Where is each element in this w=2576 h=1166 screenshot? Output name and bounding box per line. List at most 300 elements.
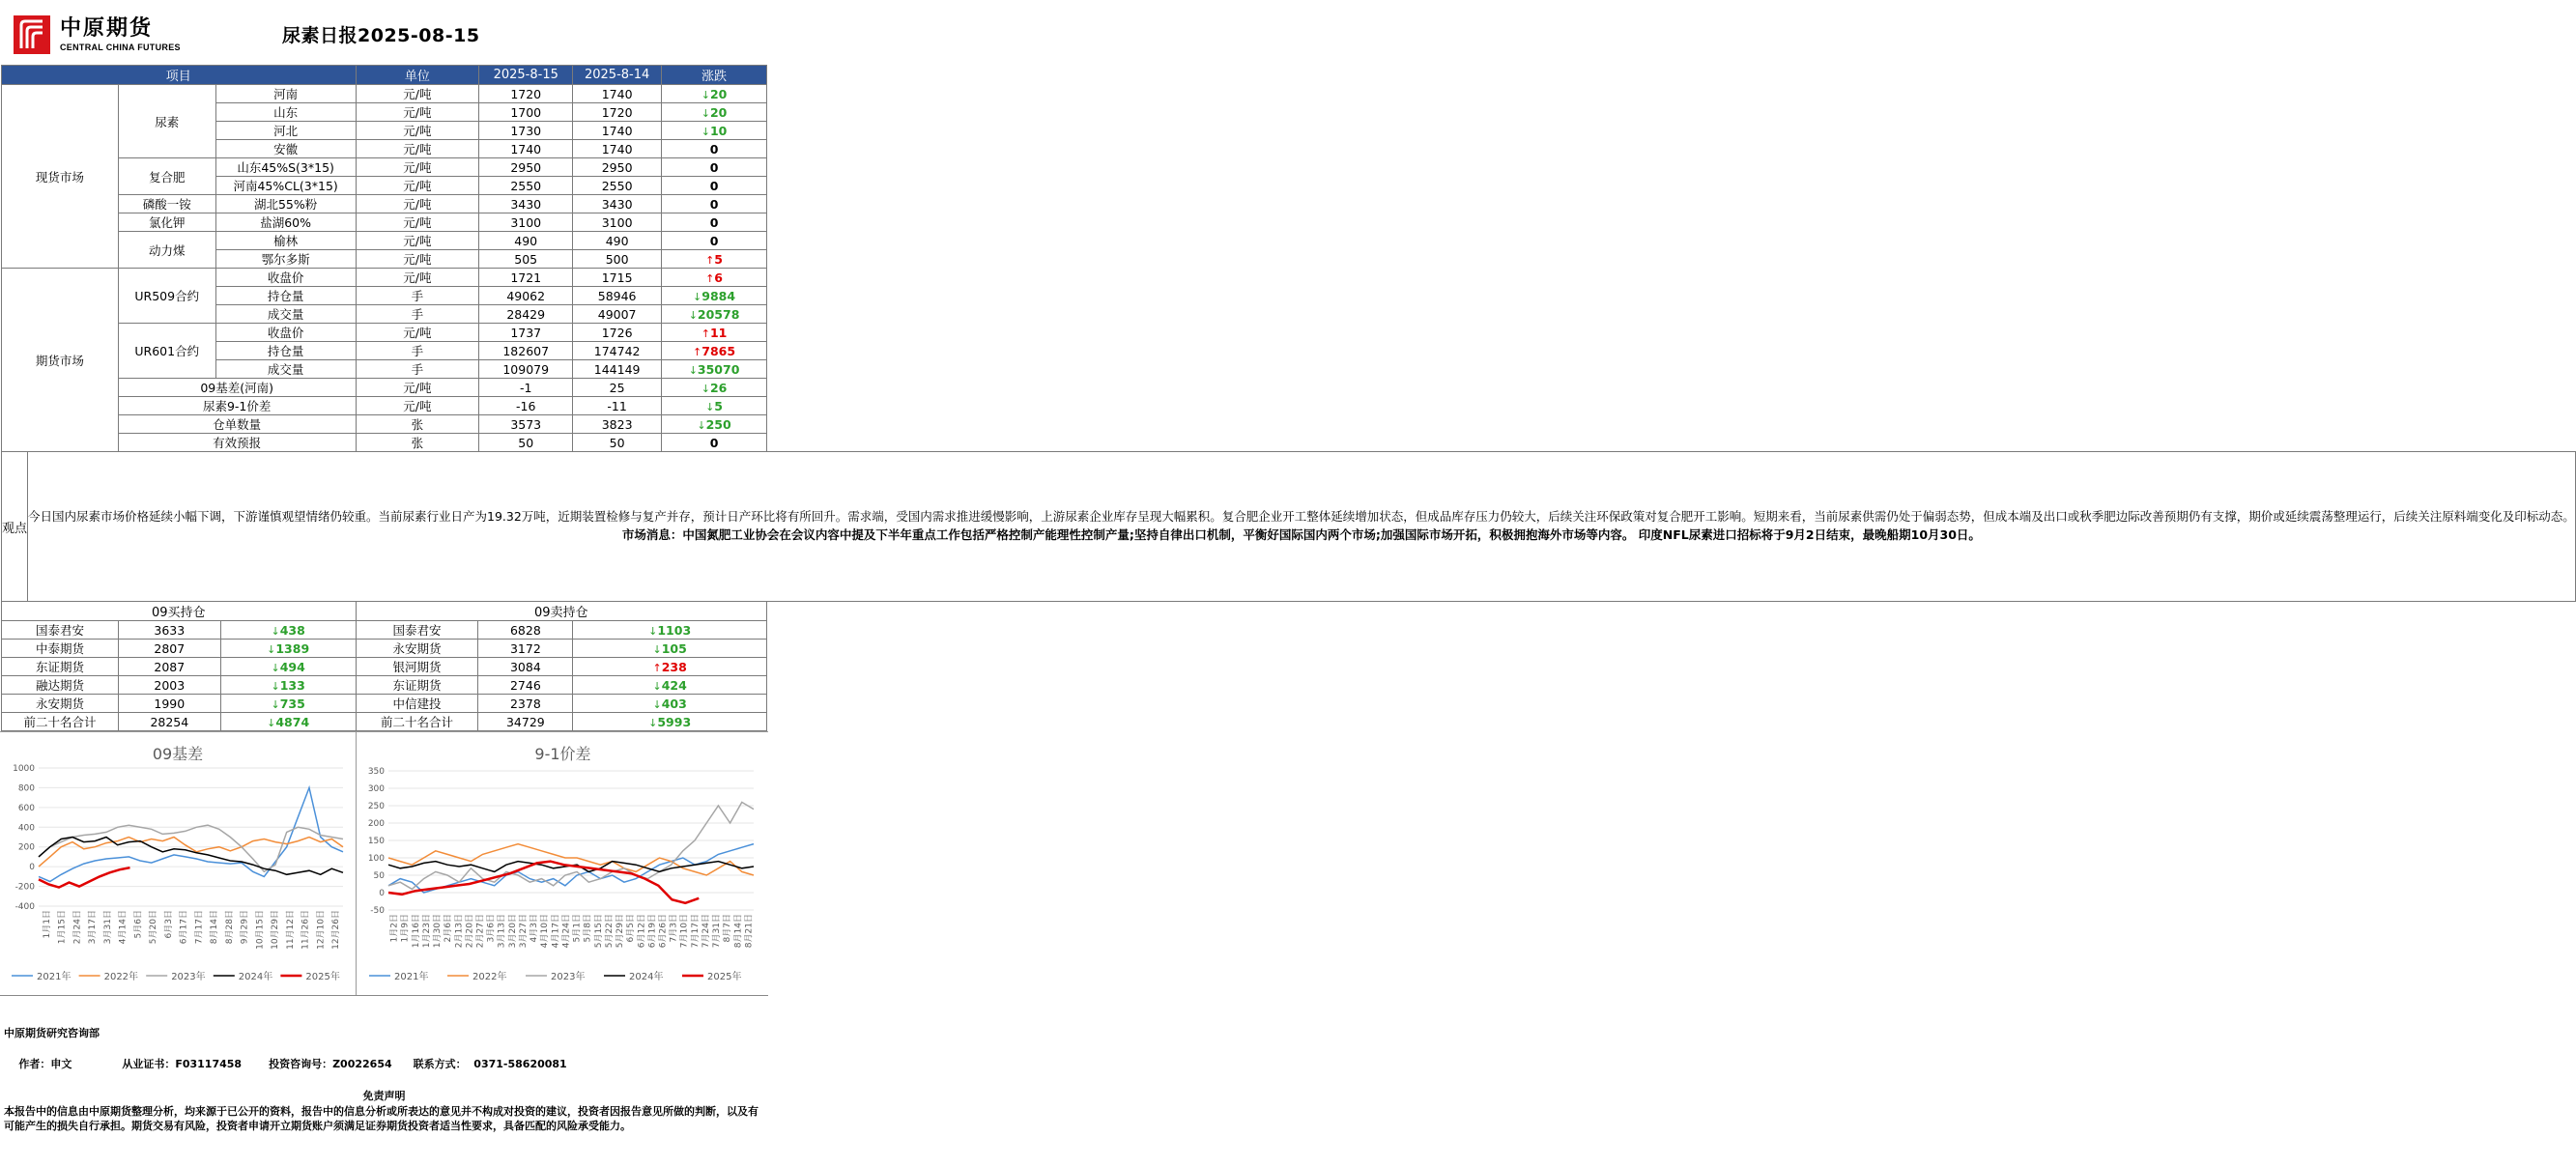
change-cell	[662, 324, 767, 342]
unit-cell: 手	[356, 287, 479, 305]
legend-label: 2022年	[103, 972, 139, 982]
positions-row	[2, 640, 767, 658]
unit-cell: 手	[356, 360, 479, 379]
today-value: 1730	[479, 122, 573, 140]
item-name: 盐湖60%	[215, 213, 356, 232]
buy-value: 28254	[118, 713, 220, 731]
change-value: 6	[714, 270, 723, 285]
legend-label: 2023年	[551, 972, 586, 982]
prev-value: 1726	[573, 324, 662, 342]
arrow-up-icon: ↑	[652, 661, 662, 674]
buy-broker: 国泰君安	[2, 621, 119, 640]
today-value: 50	[479, 434, 573, 452]
header-col: 2025-8-14	[573, 66, 662, 85]
arrow-down-icon: ↓	[648, 624, 658, 638]
prev-value: 490	[573, 232, 662, 250]
legend-label: 2022年	[472, 972, 507, 982]
unit-cell: 元/吨	[356, 250, 479, 269]
unit-cell: 元/吨	[356, 140, 479, 158]
unit-cell: 元/吨	[356, 122, 479, 140]
prev-value: 1715	[573, 269, 662, 287]
unit-cell: 张	[356, 434, 479, 452]
disclaimer	[0, 1089, 768, 1134]
legend-label: 2021年	[37, 972, 72, 982]
change-cell	[662, 140, 767, 158]
x-tick-label: 3月13日	[497, 914, 507, 949]
buy-broker: 东证期货	[2, 658, 119, 676]
item-name: 尿素9-1价差	[118, 397, 356, 415]
arrow-down-icon: ↓	[688, 308, 698, 322]
arrow-down-icon: ↓	[271, 679, 280, 693]
prev-value: 49007	[573, 305, 662, 324]
change-cell	[573, 640, 767, 658]
y-tick-label: -200	[14, 882, 35, 893]
prev-value: 1720	[573, 103, 662, 122]
prev-value: 144149	[573, 360, 662, 379]
unit-cell: 元/吨	[356, 213, 479, 232]
positions-row	[2, 676, 767, 695]
today-value: 1720	[479, 85, 573, 103]
change-cell	[662, 434, 767, 452]
footer-phone: 联系方式： 0371-58620081	[413, 1058, 567, 1070]
arrow-up-icon: ↑	[705, 271, 715, 285]
sell-value: 34729	[478, 713, 573, 731]
change-cell	[220, 676, 356, 695]
y-tick-label: 50	[373, 871, 385, 881]
prev-value: 50	[573, 434, 662, 452]
market-data-table	[1, 65, 767, 452]
change-cell	[662, 342, 767, 360]
arrow-down-icon: ↓	[271, 624, 280, 638]
y-tick-label: 150	[367, 837, 385, 846]
change-value: 20578	[697, 306, 740, 322]
x-tick-label: 3月20日	[507, 914, 518, 949]
prev-value: 3430	[573, 195, 662, 213]
spread-chart	[358, 734, 768, 995]
series-line	[388, 844, 754, 893]
prev-value: 1740	[573, 140, 662, 158]
y-tick-label: -50	[370, 906, 385, 916]
change-cell	[662, 269, 767, 287]
series-line	[388, 844, 754, 875]
x-tick-label: 5月20日	[149, 910, 159, 945]
change-cell	[573, 676, 767, 695]
prev-value: 174742	[573, 342, 662, 360]
contract-label: UR601合约	[118, 324, 215, 379]
x-tick-label: 8月21日	[744, 914, 755, 949]
view-label: 观点	[2, 452, 28, 602]
header-col: 2025-8-15	[479, 66, 573, 85]
y-tick-label: 100	[367, 854, 385, 864]
y-tick-label: 400	[17, 823, 35, 834]
sell-broker: 前二十名合计	[356, 713, 478, 731]
disclaimer-text: 本报告中的信息由中原期货整理分析，均来源于已公开的资料，报告中的信息分析或所表达的意见并不构成对投资的建议，投资者因报告意见所做的判断，以及有可能产生的损失自行承担。期货交易有风险，投资者申请开立期货账户须满足证券期货投资者适当性要求，具备匹配的风险承受能力。	[4, 1104, 758, 1132]
change-value: 5	[714, 251, 723, 267]
x-tick-label: 6月17日	[179, 910, 189, 945]
arrow-down-icon: ↓	[267, 642, 276, 656]
item-name: 榆林	[215, 232, 356, 250]
change-cell	[662, 287, 767, 305]
change-value: 250	[705, 416, 731, 432]
unit-cell: 元/吨	[356, 85, 479, 103]
table-header-row	[2, 66, 767, 85]
change-cell	[573, 695, 767, 713]
change-value: 403	[661, 696, 687, 711]
x-tick-label: 8月28日	[224, 910, 235, 945]
x-tick-label: 11月12日	[285, 910, 296, 950]
unit-cell: 元/吨	[356, 269, 479, 287]
arrow-down-icon: ↓	[648, 716, 658, 729]
arrow-down-icon: ↓	[701, 88, 710, 101]
arrow-down-icon: ↓	[701, 382, 710, 395]
change-cell	[662, 103, 767, 122]
change-cell	[573, 658, 767, 676]
change-value: 5993	[657, 714, 692, 729]
unit-cell: 元/吨	[356, 103, 479, 122]
change-value: 105	[661, 640, 687, 656]
x-tick-label: 7月24日	[701, 914, 711, 949]
x-tick-label: 11月26日	[301, 910, 311, 950]
section-label: 期货市场	[2, 269, 119, 452]
x-tick-label: 4月17日	[551, 914, 561, 949]
group-label: 尿素	[118, 85, 215, 158]
unit-cell: 元/吨	[356, 195, 479, 213]
x-tick-label: 1月9日	[400, 914, 411, 943]
sell-title: 09卖持仓	[356, 602, 766, 621]
positions-header-row	[2, 602, 767, 621]
contract-label: UR509合约	[118, 269, 215, 324]
prev-value: 500	[573, 250, 662, 269]
item-name: 仓单数量	[118, 415, 356, 434]
item-name: 湖北55%粉	[215, 195, 356, 213]
today-value: 2550	[479, 177, 573, 195]
group-label: 复合肥	[118, 158, 215, 195]
company-logo-icon	[14, 15, 50, 54]
change-value: 424	[661, 677, 687, 693]
x-tick-label: 10月15日	[255, 910, 266, 950]
buy-broker: 前二十名合计	[2, 713, 119, 731]
header-item: 项目	[2, 66, 357, 85]
buy-broker: 永安期货	[2, 695, 119, 713]
y-tick-label: 300	[367, 784, 385, 794]
change-value: 11	[709, 325, 728, 340]
item-name: 有效预报	[118, 434, 356, 452]
header-col: 涨跌	[662, 66, 767, 85]
x-tick-label: 6月3日	[163, 910, 174, 939]
change-cell	[662, 158, 767, 177]
series-line	[39, 838, 343, 875]
item-name: 持仓量	[215, 287, 356, 305]
x-tick-label: 2月13日	[454, 914, 465, 949]
table-row	[2, 85, 767, 103]
arrow-down-icon: ↓	[267, 716, 276, 729]
view-text	[28, 452, 2576, 602]
x-tick-label: 9月29日	[240, 910, 250, 945]
today-value: 109079	[479, 360, 573, 379]
item-name: 收盘价	[215, 269, 356, 287]
buy-value: 3633	[118, 621, 220, 640]
footer-cert: 从业证书：F03117458	[122, 1058, 243, 1070]
y-tick-label: 0	[29, 863, 35, 873]
change-cell	[662, 122, 767, 140]
arrow-up-icon: ↑	[693, 345, 702, 358]
section-label: 现货市场	[2, 85, 119, 269]
change-cell	[573, 621, 767, 640]
x-tick-label: 1月15日	[57, 910, 68, 945]
x-tick-label: 6月19日	[647, 914, 658, 949]
change-cell	[220, 713, 356, 731]
legend-label: 2025年	[305, 972, 340, 982]
group-label: 磷酸一铵	[118, 195, 215, 213]
buy-title: 09买持仓	[2, 602, 357, 621]
change-value: 1103	[657, 622, 692, 638]
change-value: 0	[709, 178, 719, 193]
prev-value: 2950	[573, 158, 662, 177]
buy-value: 1990	[118, 695, 220, 713]
prev-value: 1740	[573, 122, 662, 140]
prev-value: 58946	[573, 287, 662, 305]
arrow-down-icon: ↓	[701, 106, 710, 120]
footer-consult: 投资咨询号：Z0022654	[269, 1058, 392, 1070]
x-tick-label: 2月6日	[444, 914, 454, 943]
change-cell	[662, 195, 767, 213]
item-name: 安徽	[215, 140, 356, 158]
today-value: 2950	[479, 158, 573, 177]
x-tick-label: 2月27日	[475, 914, 486, 949]
disclaimer-title: 免责声明	[362, 1090, 406, 1102]
change-value: 4874	[275, 714, 310, 729]
series-line	[388, 802, 754, 889]
legend-label: 2023年	[171, 972, 206, 982]
group-label: 动力煤	[118, 232, 215, 269]
header-col: 单位	[356, 66, 479, 85]
prev-value: 1740	[573, 85, 662, 103]
unit-cell: 元/吨	[356, 158, 479, 177]
change-cell	[662, 379, 767, 397]
x-tick-label: 4月10日	[540, 914, 551, 949]
x-tick-label: 4月3日	[530, 914, 540, 943]
item-name: 河南45%CL(3*15)	[215, 177, 356, 195]
legend-label: 2024年	[238, 972, 273, 982]
x-tick-label: 5月8日	[583, 914, 593, 943]
x-tick-label: 1月23日	[421, 914, 432, 949]
x-tick-label: 8月14日	[733, 914, 744, 949]
change-value: 0	[709, 435, 719, 450]
view-section	[1, 451, 2576, 602]
view-paragraph-analysis: 今日国内尿素市场价格延续小幅下调，下游谨慎观望情绪仍较重。当前尿素行业日产为19.32万吨，近期装置检修与复产并存，预计日产环比将有所回升。需求端，受国内需求推进缓慢影响，上游尿素企业库存呈现大幅累积。复合肥企业开工整体延续增加状态，但成品库存压力仍较大，后续关注环保政策对复合肥开工影响。短期来看，当前尿素供需仍处于偏弱态势，但成本端及出口或秋季肥边际改善预期仍有支撑，期价或延续震荡整理运行，后续关注原料端变化及印标动态。	[28, 509, 2575, 525]
change-value: 9884	[701, 288, 736, 303]
arrow-down-icon: ↓	[652, 642, 662, 656]
today-value: 3100	[479, 213, 573, 232]
sell-value: 2746	[478, 676, 573, 695]
x-tick-label: 7月31日	[712, 914, 723, 949]
change-value: 0	[709, 141, 719, 156]
today-value: 1700	[479, 103, 573, 122]
x-tick-label: 8月14日	[210, 910, 220, 945]
change-cell	[220, 695, 356, 713]
y-tick-label: 0	[379, 889, 385, 898]
x-tick-label: 1月1日	[42, 910, 52, 939]
today-value: 490	[479, 232, 573, 250]
item-name: 09基差(河南)	[118, 379, 356, 397]
group-label: 氯化钾	[118, 213, 215, 232]
sell-value: 6828	[478, 621, 573, 640]
report-header	[0, 0, 768, 65]
item-name: 成交量	[215, 360, 356, 379]
arrow-down-icon: ↓	[652, 679, 662, 693]
prev-value: -11	[573, 397, 662, 415]
legend-label: 2024年	[629, 972, 664, 982]
x-tick-label: 2月24日	[72, 910, 83, 945]
x-tick-label: 3月31日	[102, 910, 113, 945]
positions-row	[2, 695, 767, 713]
today-value: -16	[479, 397, 573, 415]
logo-english-name: CENTRAL CHINA FUTURES	[60, 43, 181, 52]
x-tick-label: 3月27日	[518, 914, 529, 949]
prev-value: 2550	[573, 177, 662, 195]
page-title: 尿素日报2025-08-15	[282, 25, 480, 46]
x-tick-label: 3月6日	[486, 914, 497, 943]
buy-broker: 融达期货	[2, 676, 119, 695]
x-tick-label: 7月17日	[690, 914, 701, 949]
x-tick-label: 12月26日	[331, 910, 342, 950]
change-cell	[662, 250, 767, 269]
change-value: 1389	[275, 640, 310, 656]
today-value: 1740	[479, 140, 573, 158]
change-value: 20	[709, 104, 728, 120]
chart-title: 09基差	[152, 745, 204, 763]
arrow-up-icon: ↑	[701, 327, 710, 340]
sell-broker: 中信建投	[356, 695, 478, 713]
prev-value: 3823	[573, 415, 662, 434]
sell-value: 3084	[478, 658, 573, 676]
unit-cell: 元/吨	[356, 379, 479, 397]
item-name: 山东45%S(3*15)	[215, 158, 356, 177]
change-value: 0	[709, 233, 719, 248]
arrow-down-icon: ↓	[697, 418, 706, 432]
today-value: -1	[479, 379, 573, 397]
x-tick-label: 7月17日	[194, 910, 205, 945]
today-value: 28429	[479, 305, 573, 324]
change-value: 0	[709, 196, 719, 212]
change-cell	[573, 713, 767, 731]
y-tick-label: 600	[17, 803, 35, 813]
buy-value: 2087	[118, 658, 220, 676]
x-tick-label: 5月1日	[572, 914, 583, 943]
change-cell	[662, 305, 767, 324]
x-tick-label: 5月29日	[615, 914, 626, 949]
x-tick-label: 5月22日	[604, 914, 615, 949]
item-name: 河南	[215, 85, 356, 103]
change-cell	[662, 177, 767, 195]
arrow-down-icon: ↓	[705, 400, 715, 413]
x-tick-label: 6月12日	[637, 914, 647, 949]
footer-author: 作者：申文	[18, 1058, 72, 1070]
arrow-down-icon: ↓	[693, 290, 702, 303]
today-value: 182607	[479, 342, 573, 360]
prev-value: 25	[573, 379, 662, 397]
positions-table	[1, 601, 767, 731]
change-value: 238	[661, 659, 687, 674]
legend-label: 2021年	[394, 972, 429, 982]
buy-value: 2807	[118, 640, 220, 658]
x-tick-label: 1月2日	[389, 914, 400, 943]
x-tick-label: 6月5日	[626, 914, 637, 943]
footer-contact	[0, 1026, 567, 1088]
unit-cell: 元/吨	[356, 177, 479, 195]
item-name: 成交量	[215, 305, 356, 324]
x-tick-label: 7月3日	[669, 914, 679, 943]
table-row	[2, 269, 767, 287]
y-tick-label: 200	[367, 819, 385, 829]
item-name: 鄂尔多斯	[215, 250, 356, 269]
sell-broker: 东证期货	[356, 676, 478, 695]
view-paragraph-news: 市场消息：中国氮肥工业协会在会议内容中提及下半年重点工作包括严格控制产能理性控制产量;坚持自律出口机制，平衡好国际国内两个市场;加强国际市场开拓，积极拥抱海外市场等内容。 印度NFL尿素进口招标将于9月2日结束，最晚船期10月30日。	[621, 527, 1981, 542]
logo-chinese-name: 中原期货	[60, 15, 154, 41]
change-value: 26	[709, 380, 728, 395]
change-cell	[220, 621, 356, 640]
x-tick-label: 5月6日	[133, 910, 144, 939]
unit-cell: 元/吨	[356, 324, 479, 342]
item-name: 收盘价	[215, 324, 356, 342]
sell-broker: 国泰君安	[356, 621, 478, 640]
legend-label: 2025年	[707, 972, 742, 982]
positions-row	[2, 713, 767, 731]
series-line	[39, 867, 130, 887]
change-value: 20	[709, 86, 728, 101]
arrow-down-icon: ↓	[271, 697, 280, 711]
buy-value: 2003	[118, 676, 220, 695]
unit-cell: 手	[356, 305, 479, 324]
basis-chart	[0, 734, 356, 995]
change-value: 5	[714, 398, 723, 413]
x-tick-label: 8月7日	[723, 914, 733, 943]
change-cell	[662, 85, 767, 103]
change-cell	[662, 360, 767, 379]
x-tick-label: 7月10日	[679, 914, 690, 949]
today-value: 3430	[479, 195, 573, 213]
change-value: 494	[279, 659, 305, 674]
x-tick-label: 2月20日	[465, 914, 475, 949]
x-tick-label: 5月15日	[593, 914, 604, 949]
y-tick-label: -400	[14, 902, 35, 912]
x-tick-label: 3月17日	[88, 910, 99, 945]
item-name: 河北	[215, 122, 356, 140]
change-value: 438	[279, 622, 305, 638]
today-value: 49062	[479, 287, 573, 305]
footer-dept: 中原期货研究咨询部	[4, 1027, 100, 1039]
sell-broker: 银河期货	[356, 658, 478, 676]
change-cell	[662, 397, 767, 415]
item-name: 持仓量	[215, 342, 356, 360]
positions-row	[2, 621, 767, 640]
item-name: 山东	[215, 103, 356, 122]
chart-title: 9-1价差	[534, 745, 591, 763]
today-value: 1737	[479, 324, 573, 342]
y-tick-label: 250	[367, 802, 385, 811]
change-value: 7865	[701, 343, 736, 358]
today-value: 1721	[479, 269, 573, 287]
sell-value: 2378	[478, 695, 573, 713]
x-tick-label: 4月14日	[118, 910, 129, 945]
arrow-up-icon: ↑	[705, 253, 715, 267]
change-value: 735	[279, 696, 305, 711]
change-value: 10	[709, 123, 728, 138]
arrow-down-icon: ↓	[701, 125, 710, 138]
x-tick-label: 4月24日	[561, 914, 572, 949]
sell-broker: 永安期货	[356, 640, 478, 658]
unit-cell: 张	[356, 415, 479, 434]
